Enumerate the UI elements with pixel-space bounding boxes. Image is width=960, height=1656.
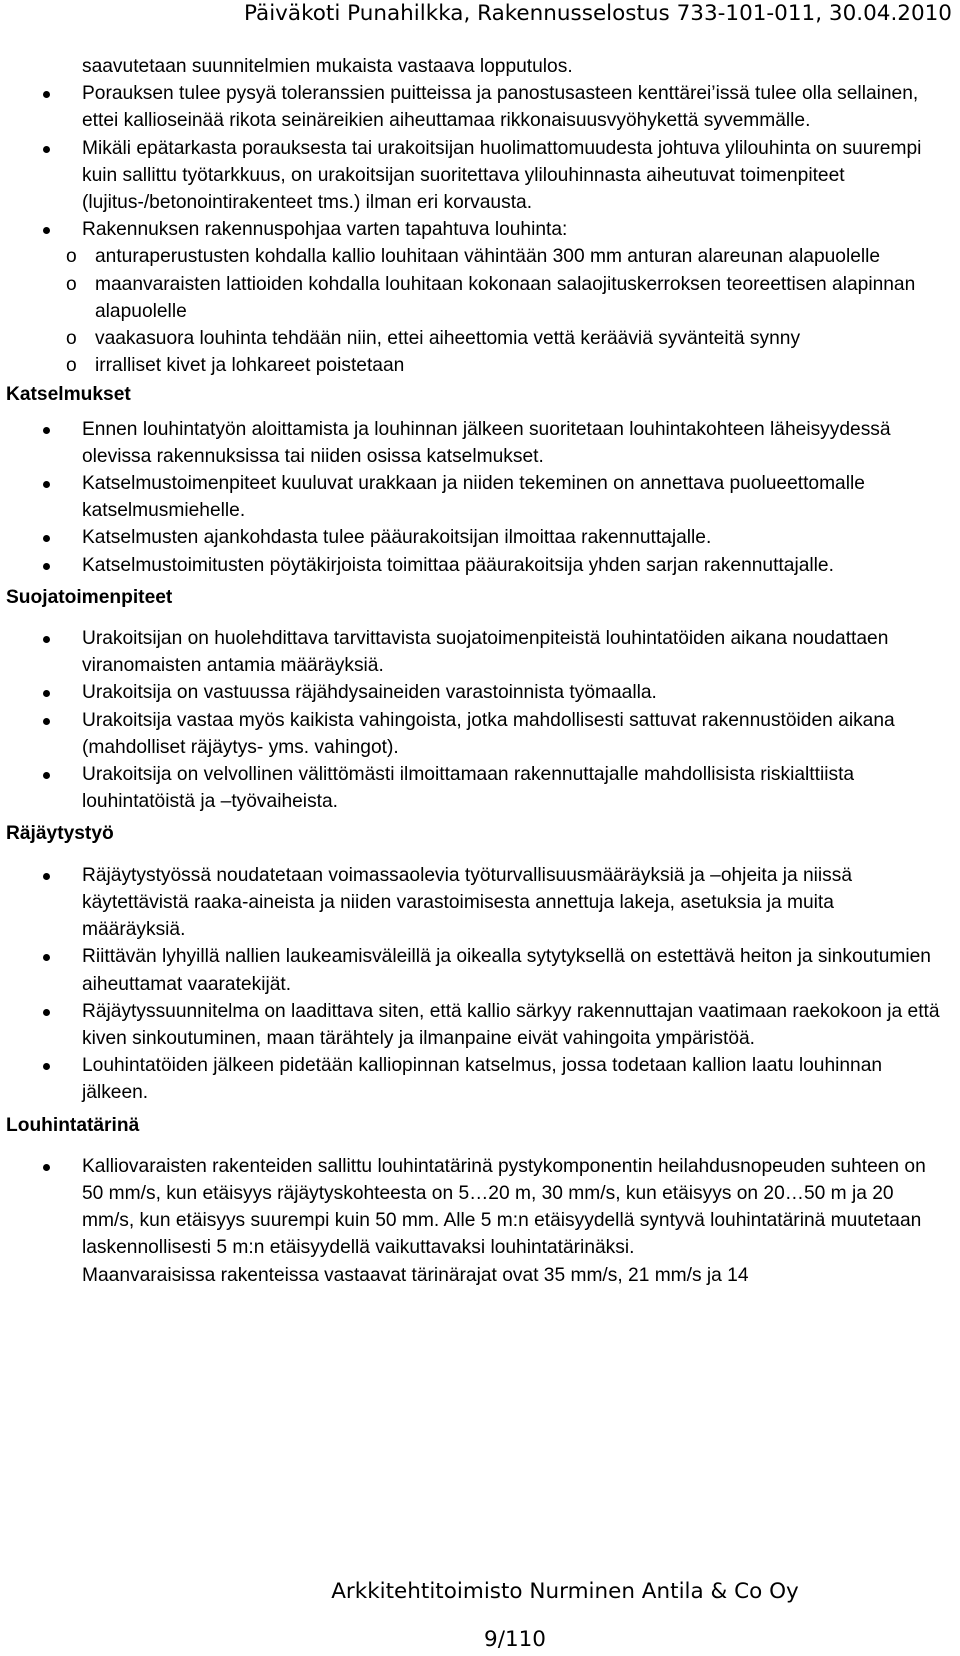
bullet-icon — [43, 954, 50, 961]
bullet-icon — [43, 718, 50, 725]
sub-bullet-marker: o — [66, 328, 77, 350]
continuation-text: saavutetaan suunnitelmien mukaista vastaava lopputulos. — [82, 56, 573, 77]
sub-list-item-text: vaakasuora louhinta tehdään niin, ettei aiheettomia vettä kerääviä syvänteitä synny — [95, 328, 801, 350]
list-item — [6, 552, 942, 579]
list-item-text: Urakoitsijan on huolehdittava tarvittavista suojatoimenpiteistä louhintatöiden aikana noudattaen viranomaisten antamia määräyksiä. — [82, 628, 889, 677]
list-item — [6, 1153, 942, 1262]
bullet-icon — [43, 772, 50, 779]
sub-list-item-text: anturaperustusten kohdalla kallio louhitaan vähintään 300 mm anturan alareunan alapuolelle — [95, 246, 881, 268]
list-item-text: Urakoitsija vastaa myös kaikista vahingoista, jotka mahdollisesti sattuvat rakennustöiden aikana (mahdolliset räjäytys- yms. vahingot). — [82, 709, 895, 758]
document-body — [6, 53, 942, 1289]
list-item-text: Mikäli epätarkasta porauksesta tai urakoitsijan huolimattomuudesta johtuva ylilouhinta on suurempi kuin sallittu työtarkkuus, on urakoitsijan suoritettava ylilouhinnasta aiheutuvat toimenpiteet (lujitus-/betonointirakenteet tms.) ilman eri korvausta. — [82, 137, 922, 214]
bullet-icon — [43, 481, 50, 488]
list-item — [6, 707, 942, 761]
section-heading-suojatoimenpiteet: Suojatoimenpiteet — [6, 586, 173, 608]
list-item — [6, 416, 942, 470]
bullet-list-intro — [6, 80, 942, 379]
bullet-icon — [43, 1063, 50, 1070]
trailing-text: Maanvaraisissa rakenteissa vastaavat tärinärajat ovat 35 mm/s, 21 mm/s ja 14 — [82, 1264, 749, 1286]
list-item-text: Katselmustoimitusten pöytäkirjoista toimittaa pääurakoitsija yhden sarjan rakennuttajalle. — [82, 554, 834, 576]
list-item — [6, 625, 942, 679]
bullet-icon — [43, 535, 50, 542]
sub-list-item — [6, 352, 942, 379]
page-header — [0, 0, 952, 30]
sub-list-item-text: maanvaraisten lattioiden kohdalla louhitaan kokonaan salaojituskerroksen teoreettisen alapinnan alapuolelle — [95, 273, 916, 322]
bullet-icon — [43, 636, 50, 643]
list-item-text: Katselmusten ajankohdasta tulee pääurakoitsijan ilmoittaa rakennuttajalle. — [82, 527, 712, 549]
list-item-text: Louhintatöiden jälkeen pidetään kalliopinnan katselmus, jossa todetaan kallion laatu louhinnan jälkeen. — [82, 1055, 883, 1104]
sub-list-item-text: irralliset kivet ja lohkareet poistetaan — [95, 355, 405, 377]
footer-company: Arkkitehtitoimisto Nurminen Antila & Co Oy — [331, 1579, 799, 1604]
page-footer — [0, 1578, 960, 1654]
bullet-icon — [43, 1164, 50, 1171]
bullet-icon — [43, 91, 50, 98]
bullet-list-louhintatarina — [6, 1153, 942, 1262]
list-item-text: Kalliovaraisten rakenteiden sallittu louhintatärinä pystykomponentin heilahdusnopeuden suhteen on 50 mm/s, kun etäisyys räjäytyskohteesta on 5…20 m, 30 mm/s, kun etäisyys on 20…50 m ja 20 mm/s, kun etäisyys suurempi kuin 50 mm. Alle 5 m:n etäisyydellä syntyvä louhintatärinä muutetaan laskennollisesti 5 m:n etäisyydellä vaikuttavaksi louhintatärinäksi. — [82, 1155, 926, 1259]
sub-list-item — [6, 271, 942, 325]
list-item-text: Urakoitsija on vastuussa räjähdysaineiden varastoinnista työmaalla. — [82, 682, 657, 704]
list-item — [6, 862, 942, 944]
section-heading-louhintatarina: Louhintatärinä — [6, 1114, 140, 1136]
list-item — [6, 470, 942, 524]
list-item — [6, 943, 942, 997]
list-item — [6, 679, 942, 706]
list-item — [6, 216, 942, 379]
bullet-icon — [43, 146, 50, 153]
bullet-list-rajaytystyo — [6, 862, 942, 1107]
sub-list-item — [6, 243, 942, 270]
sub-bullet-marker: o — [66, 273, 77, 295]
bullet-icon — [43, 690, 50, 697]
bullet-icon — [43, 227, 50, 234]
section-heading-rajaytystyo: Räjäytystyö — [6, 823, 114, 845]
bullet-icon — [43, 873, 50, 880]
bullet-icon — [43, 563, 50, 570]
list-item-text: Räjäytyssuunnitelma on laadittava siten, että kallio särkyy rakennuttajan vaatimaan raekokoon ja että kiven sinkoutuminen, maan tärähtely ja ilmanpaine eivät vahingoita ympäristöä. — [82, 1000, 940, 1049]
sub-bullet-marker: o — [66, 246, 77, 268]
list-item — [6, 524, 942, 551]
list-item-text: Riittävän lyhyillä nallien laukeamisväleillä ja oikealla sytytyksellä on estettävä heiton ja sinkoutumien aiheuttamat vaaratekijät. — [82, 946, 931, 995]
list-item-text: Porauksen tulee pysyä toleranssien puitteissa ja panostusasteen kenttärei’issä tulee olla sellainen, ettei kallioseinää rikota seinäreikien aiheuttamaa rikkonaisuusvyöhykettä syvemmälle. — [82, 83, 919, 132]
list-item-text: Rakennuksen rakennuspohjaa varten tapahtuva louhinta: — [82, 219, 568, 241]
sub-list — [6, 243, 942, 379]
bullet-icon — [43, 427, 50, 434]
bullet-icon — [43, 1009, 50, 1016]
sub-list-item — [6, 325, 942, 352]
page-number: 9/110 — [484, 1627, 546, 1652]
list-item-text: Katselmustoimenpiteet kuuluvat urakkaan ja niiden tekeminen on annettava puolueettomalle katselmusmiehelle. — [82, 473, 865, 522]
list-item — [6, 80, 942, 134]
list-item — [6, 1052, 942, 1106]
sub-bullet-marker: o — [66, 355, 77, 377]
bullet-list-katselmukset — [6, 416, 942, 579]
list-item-text: Räjäytystyössä noudatetaan voimassaolevia työturvallisuusmääräyksiä ja –ohjeita ja niissä käytettävistä raaka-aineista ja niiden varastoimisesta annettuja lakeja, asetuksia ja muita määräyksiä. — [82, 864, 853, 941]
header-text: Päiväkoti Punahilkka, Rakennusselostus 733-101-011, 30.04.2010 — [244, 1, 952, 26]
list-item — [6, 135, 942, 217]
list-item-text: Urakoitsija on velvollinen välittömästi ilmoittamaan rakennuttajalle mahdollisista riskialttiista louhintatöistä ja –työvaiheista. — [82, 764, 855, 813]
bullet-list-suojatoimenpiteet — [6, 625, 942, 815]
list-item — [6, 761, 942, 815]
section-heading-katselmukset: Katselmukset — [6, 384, 131, 406]
list-item — [6, 998, 942, 1052]
list-item-text: Ennen louhintatyön aloittamista ja louhinnan jälkeen suoritetaan louhintakohteen läheisyydessä olevissa rakennuksissa tai niiden osissa katselmukset. — [82, 418, 891, 467]
